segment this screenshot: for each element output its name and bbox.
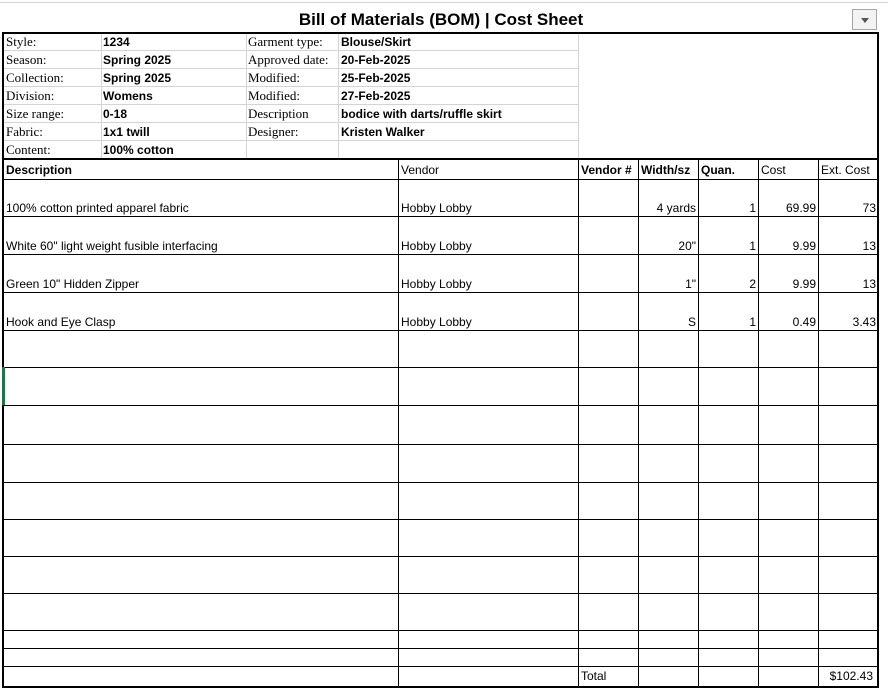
content-label: Content: bbox=[6, 142, 51, 157]
designer-value[interactable]: Kristen Walker bbox=[341, 125, 425, 139]
row-cost[interactable]: 0.49 bbox=[792, 315, 816, 329]
modified-label-1: Modified: bbox=[248, 70, 300, 85]
row-ext-cost[interactable]: 73 bbox=[862, 201, 876, 215]
designer-label: Designer: bbox=[248, 124, 299, 139]
row-description[interactable]: 100% cotton printed apparel fabric bbox=[6, 201, 189, 215]
row-ext-cost[interactable]: 13 bbox=[862, 239, 876, 253]
row-width[interactable]: 1" bbox=[685, 277, 696, 291]
header-ext-cost: Ext. Cost bbox=[821, 163, 870, 177]
header-quan: Quan. bbox=[701, 163, 736, 177]
style-value[interactable]: 1234 bbox=[103, 35, 130, 49]
header-vendor: Vendor bbox=[401, 163, 440, 177]
modified-value-1[interactable]: 25-Feb-2025 bbox=[341, 71, 411, 85]
row-cost[interactable]: 69.99 bbox=[785, 201, 816, 215]
approved-date-value[interactable]: 20-Feb-2025 bbox=[341, 53, 411, 67]
season-label: Season: bbox=[6, 52, 47, 67]
header-vendor-no: Vendor # bbox=[581, 163, 632, 177]
row-description[interactable]: Hook and Eye Clasp bbox=[6, 315, 116, 329]
content-value[interactable]: 100% cotton bbox=[103, 143, 174, 157]
row-ext-cost[interactable]: 3.43 bbox=[852, 315, 876, 329]
row-description[interactable]: White 60" light weight fusible interfacing bbox=[6, 239, 218, 253]
row-vendor[interactable]: Hobby Lobby bbox=[401, 201, 472, 215]
garment-type-label: Garment type: bbox=[248, 34, 323, 49]
header-cost: Cost bbox=[761, 163, 786, 177]
description-value[interactable]: bodice with darts/ruffle skirt bbox=[341, 107, 502, 121]
modified-value-2[interactable]: 27-Feb-2025 bbox=[341, 89, 411, 103]
row-vendor[interactable]: Hobby Lobby bbox=[401, 239, 472, 253]
collection-value[interactable]: Spring 2025 bbox=[103, 71, 172, 85]
total-value[interactable]: $102.43 bbox=[829, 669, 873, 683]
row-width[interactable]: S bbox=[687, 315, 696, 329]
fabric-value[interactable]: 1x1 twill bbox=[103, 125, 150, 139]
row-cost[interactable]: 9.99 bbox=[792, 239, 816, 253]
filter-dropdown-button[interactable] bbox=[852, 9, 877, 30]
garment-type-value[interactable]: Blouse/Skirt bbox=[341, 35, 412, 49]
top-gridline bbox=[0, 2, 888, 3]
page-title: Bill of Materials (BOM) | Cost Sheet bbox=[298, 10, 584, 29]
row-vendor[interactable]: Hobby Lobby bbox=[401, 315, 472, 329]
size-range-label: Size range: bbox=[6, 106, 65, 121]
row-quan[interactable]: 1 bbox=[749, 201, 756, 215]
collection-label: Collection: bbox=[6, 70, 64, 85]
row-quan[interactable]: 1 bbox=[749, 315, 756, 329]
style-label: Style: bbox=[6, 34, 37, 49]
header-width: Width/sz bbox=[641, 163, 691, 177]
row-vendor[interactable]: Hobby Lobby bbox=[401, 277, 472, 291]
row-width[interactable]: 20" bbox=[678, 239, 696, 253]
chevron-down-icon bbox=[861, 18, 869, 23]
approved-date-label: Approved date: bbox=[248, 52, 329, 67]
active-cell[interactable] bbox=[2, 367, 5, 405]
division-label: Division: bbox=[6, 88, 55, 103]
row-width[interactable]: 4 yards bbox=[656, 201, 696, 215]
header-description: Description bbox=[6, 163, 73, 177]
row-ext-cost[interactable]: 13 bbox=[862, 277, 876, 291]
modified-label-2: Modified: bbox=[248, 88, 300, 103]
row-quan[interactable]: 1 bbox=[749, 239, 756, 253]
row-cost[interactable]: 9.99 bbox=[792, 277, 816, 291]
season-value[interactable]: Spring 2025 bbox=[103, 53, 172, 67]
description-label: Description bbox=[248, 106, 309, 121]
row-quan[interactable]: 2 bbox=[749, 277, 756, 291]
fabric-label: Fabric: bbox=[6, 124, 43, 139]
total-label: Total bbox=[581, 669, 607, 683]
row-description[interactable]: Green 10" Hidden Zipper bbox=[6, 277, 140, 291]
size-range-value[interactable]: 0-18 bbox=[103, 107, 128, 121]
division-value[interactable]: Womens bbox=[103, 89, 153, 103]
